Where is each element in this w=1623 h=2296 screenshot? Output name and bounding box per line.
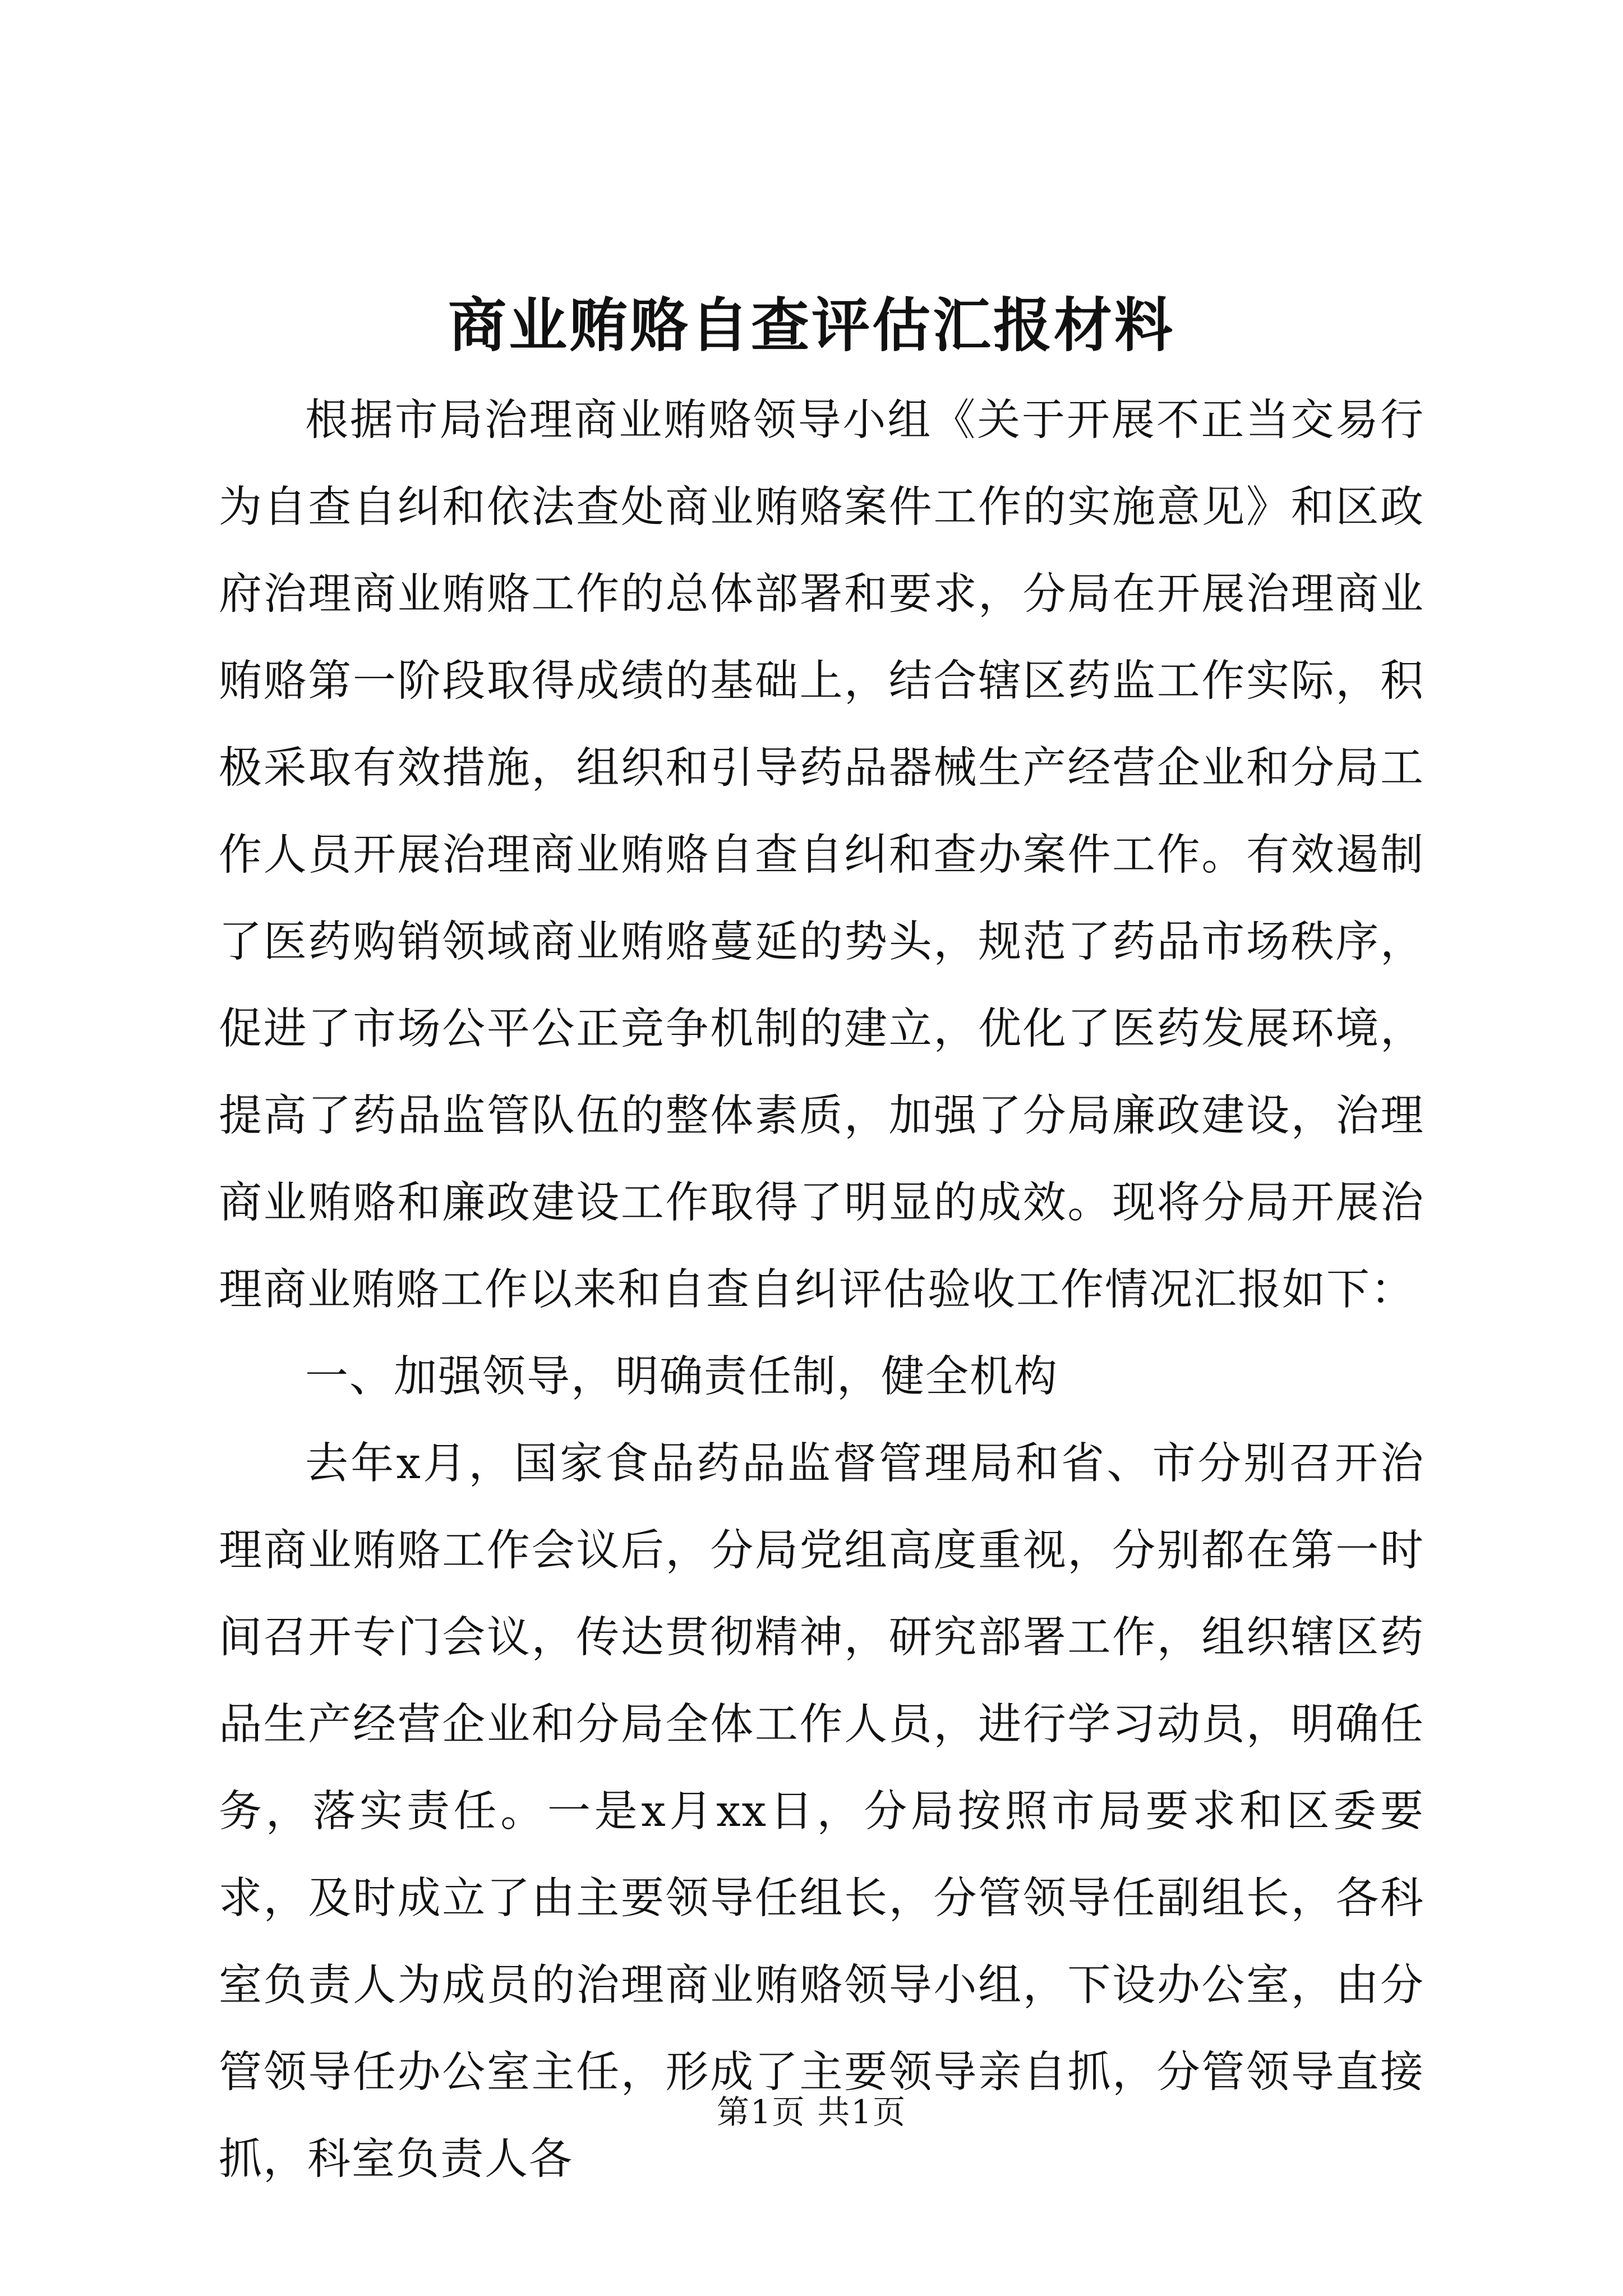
document-title: 商业贿赂自查评估汇报材料 bbox=[448, 291, 1175, 360]
section-heading: 一、加强领导，明确责任制，健全机构 bbox=[305, 1352, 1058, 1402]
page-footer: 第1页 共1页 bbox=[716, 2093, 907, 2131]
document-body bbox=[219, 377, 1424, 2203]
paragraph-section-one: 去年x月，国家食品药品监督管理局和省、市分别召开治理商业贿赂工作会议后，分局党组高度重视，分别都在第一时间召开专门会议，传达贯彻精神，研究部署工作，组织辖区药品生产经营企业和分局全体工作人员，进行学习动员，明确任务，落实责任。一是x月xx日，分局按照市局要求和区委要求，及时成立了由主要领导任组长，分管领导任副组长，各科室负责人为成员的治理商业贿赂领导小组，下设办公室，由分管领导任办公室主任，形成了主要领导亲自抓，分管领导直接抓，科室负责人各 bbox=[219, 1439, 1424, 2184]
paragraph-intro: 根据市局治理商业贿赂领导小组《关于开展不正当交易行为自查自纠和依法查处商业贿赂案件工作的实施意见》和区政府治理商业贿赂工作的总体部署和要求，分局在开展治理商业贿赂第一阶段取得成绩的基础上，结合辖区药监工作实际，积极采取有效措施，组织和引导药品器械生产经营企业和分局工作人员开展治理商业贿赂自查自纠和查办案件工作。有效遏制了医药购销领域商业贿赂蔓延的势头，规范了药品市场秩序，促进了市场公平公正竞争机制的建立，优化了医药发展环境，提高了药品监管队伍的整体素质，加强了分局廉政建设，治理商业贿赂和廉政建设工作取得了明显的成效。现将分局开展治理商业贿赂工作以来和自查自纠评估验收工作情况汇报如下： bbox=[219, 395, 1424, 1315]
